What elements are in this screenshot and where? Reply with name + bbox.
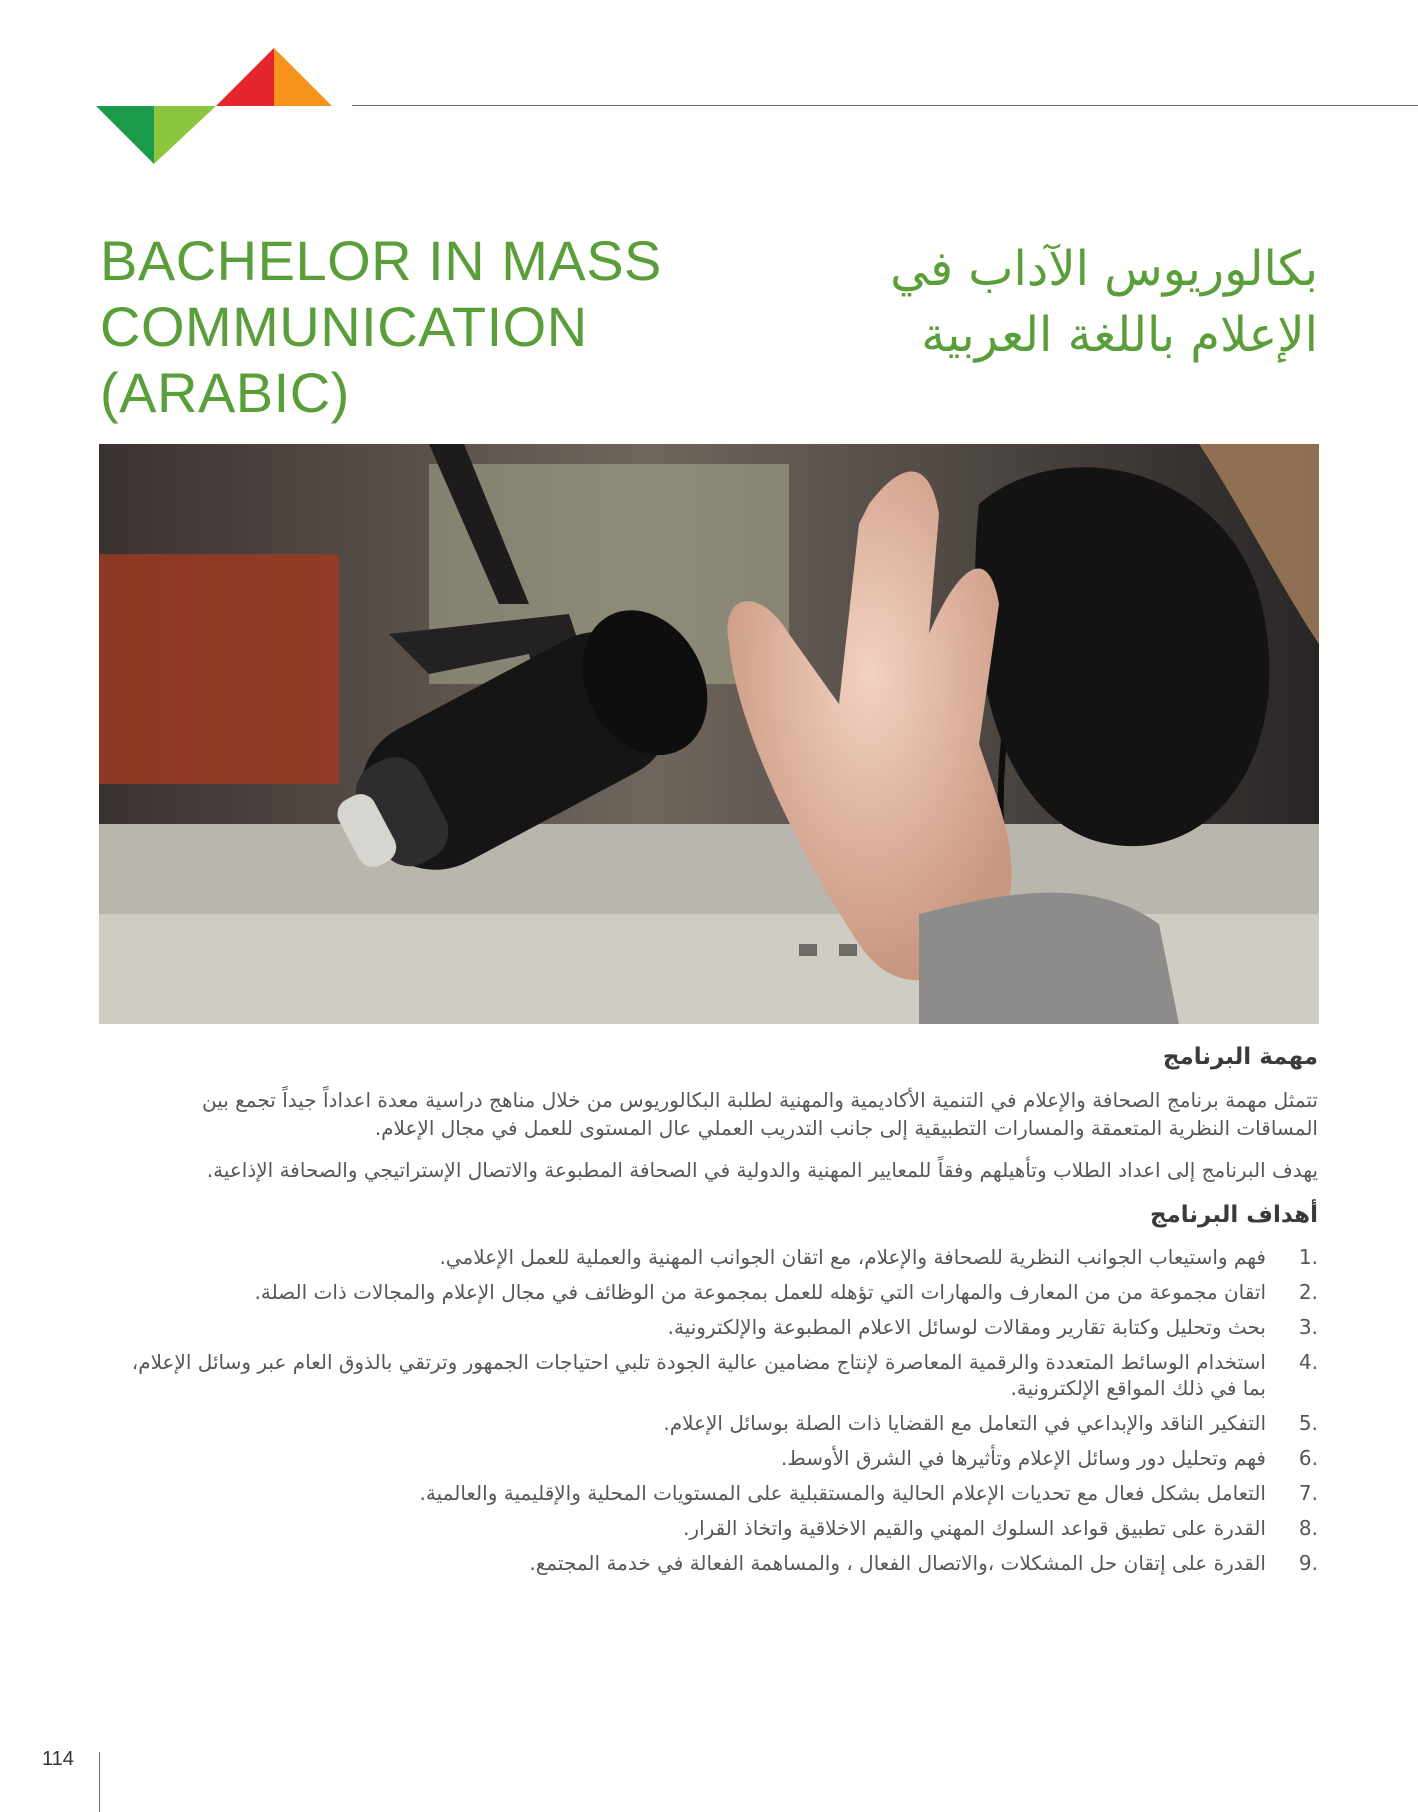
goal-text: بحث وتحليل وكتابة تقارير ومقالات لوسائل الاعلام المطبوعة والإلكترونية. xyxy=(667,1315,1266,1339)
logo-triangle-green xyxy=(96,106,154,164)
mission-paragraph-2: يهدف البرنامج إلى اعداد الطلاب وتأهيلهم وفقاً للمعايير المهنية والدولية في الصحافة المطبوعة والاتصال الإستراتيجي والصحافة الإذاعية. xyxy=(206,1158,1318,1182)
goal-number: 7. xyxy=(1298,1481,1318,1505)
goal-text: التفكير الناقد والإبداعي في التعامل مع القضايا ذات الصلة بوسائل الإعلام. xyxy=(663,1411,1266,1435)
goal-text: فهم واستيعاب الجوانب النظرية للصحافة والإعلام، مع اتقان الجوانب المهنية والعملية للعمل الإعلامي. xyxy=(439,1245,1266,1269)
page-number-rule xyxy=(99,1752,100,1812)
goal-item xyxy=(120,1314,1318,1340)
goal-item xyxy=(120,1445,1318,1471)
logo-triangle-orange xyxy=(274,48,332,106)
mission-heading: مهمة البرنامج xyxy=(1162,1044,1318,1070)
page-number: 114 xyxy=(42,1748,74,1770)
goal-number: 3. xyxy=(1298,1315,1318,1339)
goal-item xyxy=(120,1279,1318,1305)
goal-item xyxy=(120,1515,1318,1541)
goal-item xyxy=(120,1480,1318,1506)
goal-item xyxy=(120,1244,1318,1270)
header-rule xyxy=(352,105,1418,106)
goal-text: التعامل بشكل فعال مع تحديات الإعلام الحالية والمستقبلية على المستويات المحلية والإقليمية والعالمية. xyxy=(419,1481,1266,1505)
goals-list xyxy=(120,1244,1318,1576)
goal-item xyxy=(120,1349,1318,1401)
goal-number: 1. xyxy=(1298,1245,1318,1269)
hero-photo-microphone-headphones xyxy=(99,444,1319,1024)
logo-triangle-lime xyxy=(154,106,216,164)
goal-number: 8. xyxy=(1298,1516,1318,1540)
goal-text: فهم وتحليل دور وسائل الإعلام وتأثيرها في الشرق الأوسط. xyxy=(780,1446,1266,1470)
studio-red-panel xyxy=(99,554,339,784)
photo-illustration xyxy=(99,444,1319,1024)
goal-item xyxy=(120,1410,1318,1436)
title-english: BACHELOR IN MASS COMMUNICATION (ARABIC) xyxy=(100,229,662,424)
goals-heading: أهداف البرنامج xyxy=(1149,1202,1318,1228)
goal-number: 2. xyxy=(1298,1280,1318,1304)
goal-number: 4. xyxy=(1298,1350,1318,1374)
goal-text: القدرة على تطبيق قواعد السلوك المهني والقيم الاخلاقية واتخاذ القرار. xyxy=(683,1516,1266,1540)
title-arabic-line-2: الإعلام باللغة العربية xyxy=(921,307,1318,363)
goal-number: 5. xyxy=(1298,1411,1318,1435)
goal-item xyxy=(120,1550,1318,1576)
program-content xyxy=(120,1040,1318,1585)
goal-text: استخدام الوسائط المتعددة والرقمية المعاصرة لإنتاج مضامين عالية الجودة تلبي احتياجات الجمهور وترتقي بالذوق العام عبر وسائل الإعلام، بما في ذلك المواقع الإلكترونية. xyxy=(131,1350,1266,1400)
mission-paragraph-1: تتمثل مهمة برنامج الصحافة والإعلام في التنمية الأكاديمية والمهنية لطلبة البكالوريوس من خلال مناهج دراسية معدة اعداداً جيداً تجمع بين المساقات النظرية المتعمقة والمسارات التطبيقية إلى جانب التدريب العملي عال المستوى للعمل في مجال الإعلام. xyxy=(201,1088,1318,1140)
title-arabic xyxy=(758,236,1318,368)
title-arabic-line-1: بكالوريوس الآداب في xyxy=(890,241,1318,297)
goal-text: اتقان مجموعة من من المعارف والمهارات التي تؤهله للعمل بمجموعة من الوظائف في مجال الإعلام والمجالات ذات الصلة. xyxy=(254,1280,1266,1304)
goal-number: 9. xyxy=(1298,1551,1318,1575)
logo-triangle-red xyxy=(216,48,274,106)
brand-logo xyxy=(96,48,336,164)
goal-number: 6. xyxy=(1298,1446,1318,1470)
goal-text: القدرة على إتقان حل المشكلات ،والاتصال الفعال ، والمساهمة الفعالة في خدمة المجتمع. xyxy=(529,1551,1266,1575)
